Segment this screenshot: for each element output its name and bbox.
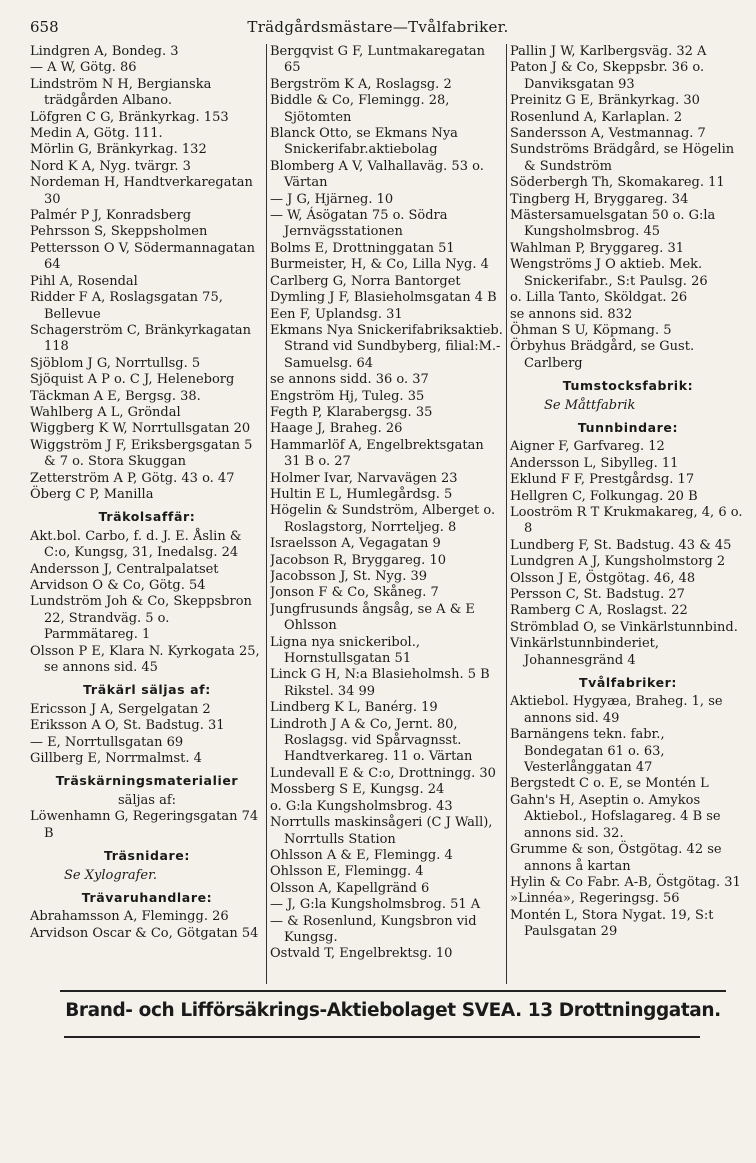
section-heading: Tumstocksfabrik: <box>562 378 694 394</box>
directory-entry: Blomberg A V, Valhallaväg. 53 o. Värtan <box>270 158 484 191</box>
directory-entry: Medin A, Götg. 111. <box>30 126 163 142</box>
directory-entry: Sjöblom J G, Norrtullsg. 5 <box>30 355 201 371</box>
page-number: 658 <box>30 18 59 36</box>
directory-entry: Vinkärlstunnbinderiet, Johannesgränd 4 <box>510 636 659 668</box>
directory-entry: Palmér P J, Konradsberg <box>30 208 192 224</box>
directory-entry: Lindroth J A & Co, Jernt. 80, Roslagsg. vid Spårvagnsst. Handtverkareg. 11 o. Värtan <box>270 716 473 765</box>
directory-entry: se annons sidd. 36 o. 37 <box>270 372 429 388</box>
column-divider <box>506 44 507 984</box>
section-heading: Trävaruhandlare: <box>81 889 213 905</box>
directory-entry: Dymling J F, Blasieholmsgatan 4 B <box>270 290 497 306</box>
directory-entry: Lundevall E & C:o, Drottningg. 30 <box>270 765 496 781</box>
directory-entry: Preinitz G E, Bränkyrkag. 30 <box>510 93 700 109</box>
directory-entry: Linck G H, N:a Blasieholmsh. 5 B Rikstel. 34 99 <box>270 667 490 699</box>
section-subheading: säljas af: <box>117 792 177 808</box>
page-title: Trädgårdsmästare—Tvålfabriker. <box>247 18 509 36</box>
directory-entry: Engström Hj, Tuleg. 35 <box>270 388 425 404</box>
directory-entry: Eklund F F, Prestgårdsg. 17 <box>510 472 695 488</box>
directory-entry: Lindberg K L, Banérg. 19 <box>270 700 438 716</box>
directory-entry: Öhman S U, Köpmang. 5 <box>510 322 672 338</box>
directory-entry: Olsson J E, Östgötag. 46, 48 <box>510 570 696 586</box>
directory-entry: Pettersson O V, Södermannagatan 64 <box>30 240 256 273</box>
directory-entry: Öberg C P, Manilla <box>30 486 154 502</box>
directory-entry: — E, Norrtullsgatan 69 <box>30 734 184 750</box>
directory-entry: Olsson P E, Klara N. Kyrkogata 25, se annons sid. 45 <box>30 643 260 676</box>
section-heading: Träskärningsmaterialier <box>55 773 239 789</box>
directory-entry: Arvidson Oscar & Co, Götgatan 54 <box>30 925 259 941</box>
directory-entry: Bergqvist G F, Luntmakaregatan 65 <box>270 44 486 76</box>
directory-entry: Andersson L, Sibylleg. 11 <box>510 455 679 471</box>
footer-rule <box>60 990 726 992</box>
advertisement-banner: Brand- och Lifförsäkrings-Aktiebolaget SVEA. 13 Drottninggatan. <box>65 1000 721 1021</box>
directory-entry: Olsson A, Kapellgränd 6 <box>270 880 430 896</box>
directory-entry: Carlberg G, Norra Bantorget <box>270 273 461 289</box>
directory-entry: Lindström N H, Bergianska trädgården Albano. <box>30 76 212 109</box>
directory-entry: — J, G:la Kungsholmsbrog. 51 A <box>270 897 481 913</box>
directory-entry: Nord K A, Nyg. tvärgr. 3 <box>30 158 191 174</box>
directory-entry: Fegth P, Klarabergsg. 35 <box>270 404 433 420</box>
directory-entry: Lindgren A, Bondeg. 3 <box>30 44 179 59</box>
directory-entry: se annons sid. 832 <box>510 306 633 322</box>
directory-entry: Mästersamuelsgatan 50 o. G:la Kungsholmsbrog. 45 <box>510 208 716 240</box>
directory-entry: Sundströms Brädgård, se Högelin & Sundström <box>510 142 735 174</box>
directory-entry: Biddle & Co, Flemingg. 28, Sjötomten <box>270 93 450 125</box>
directory-entry: Wiggström J F, Eriksbergsgatan 5 & 7 o. Stora Skuggan <box>30 437 253 470</box>
section-heading: Träsnidare: <box>103 848 190 864</box>
directory-column-2 <box>270 44 504 984</box>
directory-entry: Aktiebol. Hygyæa, Braheg. 1, se annons sid. 49 <box>510 694 723 726</box>
directory-entry: Zetterström A P, Götg. 43 o. 47 <box>30 470 235 486</box>
directory-entry: Wiggberg K W, Norrtullsgatan 20 <box>30 421 251 437</box>
directory-entry: Wahlberg A L, Gröndal <box>30 404 181 420</box>
banner-underline <box>64 1036 700 1038</box>
directory-entry: Gahn's H, Aseptin o. Amykos Aktiebol., Hofslagareg. 4 B se annons sid. 32. <box>510 792 721 841</box>
directory-entry: Montén L, Stora Nygat. 19, S:t Paulsgatan 29 <box>510 907 714 940</box>
column-divider <box>266 44 267 984</box>
directory-entry: »Linnéa», Regeringsg. 56 <box>510 891 680 907</box>
directory-entry: Norrtulls maskinsågeri (C J Wall), Norrtulls Station <box>270 815 493 847</box>
directory-entry: Örbyhus Brädgård, se Gust. Carlberg <box>510 339 695 371</box>
directory-entry: Jungfrusunds ångsåg, se A & E Ohlsson <box>270 601 475 634</box>
directory-entry: Persson C, St. Badstug. 27 <box>510 587 685 602</box>
directory-entry: Sandersson A, Vestmannag. 7 <box>510 126 706 142</box>
directory-entry: — J G, Hjärneg. 10 <box>270 191 394 207</box>
directory-entry: — W, Ásögatan 75 o. Södra Jernvägsstationen <box>270 208 448 240</box>
directory-entry: — & Rosenlund, Kungsbron vid Kungsg. <box>270 913 477 945</box>
directory-entry: Aigner F, Garfvareg. 12 <box>510 439 665 455</box>
directory-entry: Söderbergh Th, Skomakareg. 11 <box>510 175 725 191</box>
directory-entry: Pehrsson S, Skeppsholmen <box>30 224 208 240</box>
directory-entry: Pihl A, Rosendal <box>30 273 138 289</box>
cross-reference: Se Xylografer. <box>64 867 158 883</box>
directory-entry: Wahlman P, Bryggareg. 31 <box>510 240 685 256</box>
directory-entry: Bolms E, Drottninggatan 51 <box>270 240 455 256</box>
directory-entry: Ohlsson A & E, Flemingg. 4 <box>270 847 453 863</box>
cross-reference: Se Måttfabrik <box>544 397 636 413</box>
directory-entry: Grumme & son, Östgötag. 42 se annons å kartan <box>510 842 722 874</box>
directory-entry: Blanck Otto, se Ekmans Nya Snickerifabr.aktiebolag <box>270 126 458 158</box>
directory-entry: Hellgren C, Folkungag. 20 B <box>510 488 698 504</box>
directory-entry: Rosenlund A, Karlaplan. 2 <box>510 109 683 125</box>
directory-entry: Eriksson A O, St. Badstug. 31 <box>30 718 225 734</box>
directory-entry: Täckman A E, Bergsg. 38. <box>30 388 201 404</box>
directory-entry: Wengströms J O aktieb. Mek. Snickerifabr., S:t Paulsg. 26 <box>510 257 708 289</box>
directory-entry: Ohlsson E, Flemingg. 4 <box>270 864 424 880</box>
directory-entry: Bergstedt C o. E, se Montén L <box>510 776 709 792</box>
directory-column-1 <box>30 44 264 984</box>
directory-entry: Högelin & Sundström, Alberget o. Roslagstorg, Norrteljeg. 8 <box>270 503 496 535</box>
directory-entry: Lundström Joh & Co, Skeppsbron 22, Strandväg. 5 o. Parmmätareg. 1 <box>30 594 252 643</box>
directory-column-3 <box>510 44 746 984</box>
directory-entry: — A W, Götg. 86 <box>30 60 137 76</box>
directory-entry: Ostvald T, Engelbrektsg. 10 <box>270 946 453 962</box>
directory-entry: Arvidson O & Co, Götg. 54 <box>30 578 206 593</box>
directory-entry: Löwenhamn G, Regeringsgatan 74 B <box>30 809 259 841</box>
directory-entry: Jacobson R, Bryggareg. 10 <box>270 552 446 568</box>
directory-entry: Nordeman H, Handtverkaregatan 30 <box>30 175 253 207</box>
directory-entry: Andersson J, Centralpalatset <box>30 561 219 577</box>
directory-entry: Pallin J W, Karlbergsväg. 32 A <box>510 44 707 59</box>
directory-entry: Looström R T Krukmakareg, 4, 6 o. 8 <box>510 504 743 537</box>
directory-entry: Gillberg E, Norrmalmst. 4 <box>30 751 202 767</box>
directory-entry: Jonson F & Co, Skåneg. 7 <box>270 585 439 601</box>
directory-entry: Löfgren C G, Bränkyrkag. 153 <box>30 109 229 125</box>
directory-entry: Strömblad O, se Vinkärlstunnbind. <box>510 619 738 635</box>
directory-entry: Israelsson A, Vegagatan 9 <box>270 536 441 552</box>
directory-entry: Schagerström C, Bränkyrkagatan 118 <box>30 322 252 355</box>
directory-entry: Hultin E L, Humlegårdsg. 5 <box>270 486 453 502</box>
page-header <box>30 18 726 40</box>
directory-entry: Ramberg C A, Roslagst. 22 <box>510 603 688 619</box>
section-heading: Tvålfabriker: <box>578 675 678 691</box>
directory-entry: Hylin & Co Fabr. A-B, Östgötag. 31 <box>510 874 741 890</box>
directory-entry: o. Lilla Tanto, Sköldgat. 26 <box>510 290 688 306</box>
directory-entry: o. G:la Kungsholmsbrog. 43 <box>270 798 453 814</box>
section-heading: Tunnbindare: <box>577 419 679 435</box>
directory-entry: Sjöquist A P o. C J, Heleneborg <box>30 372 235 388</box>
directory-entry: Lundberg F, St. Badstug. 43 & 45 <box>510 537 732 553</box>
directory-entry: Akt.bol. Carbo, f. d. J. E. Åslin & C:o, Kungsg, 31, Inedalsg. 24 <box>30 528 242 561</box>
directory-entry: Abrahamsson A, Flemingg. 26 <box>30 909 229 925</box>
directory-entry: Mörlin G, Bränkyrkag. 132 <box>30 142 207 158</box>
directory-entry: Ridder F A, Roslagsgatan 75, Bellevue <box>30 290 223 322</box>
directory-entry: Lundgren A J, Kungsholmstorg 2 <box>510 554 726 570</box>
directory-entry: Burmeister, H, & Co, Lilla Nyg. 4 <box>270 257 489 273</box>
directory-entry: Haage J, Braheg. 26 <box>270 421 403 437</box>
directory-entry: Ericsson J A, Sergelgatan 2 <box>30 701 211 717</box>
section-heading: Träkärl säljas af: <box>83 682 211 698</box>
directory-entry: Een F, Uplandsg. 31 <box>270 306 403 322</box>
directory-entry: Paton J & Co, Skeppsbr. 36 o. Danviksgatan 93 <box>510 60 705 92</box>
directory-entry: Holmer Ivar, Narvavägen 23 <box>270 470 458 486</box>
directory-entry: Mossberg S E, Kungsg. 24 <box>270 782 445 798</box>
directory-entry: Bergström K A, Roslagsg. 2 <box>270 76 452 92</box>
directory-entry: Ligna nya snickeribol., Hornstullsgatan 51 <box>270 634 420 667</box>
section-heading: Träkolsaffär: <box>98 509 196 525</box>
directory-entry: Tingberg H, Bryggareg. 34 <box>510 191 689 207</box>
directory-entry: Hammarlöf A, Engelbrektsgatan 31 B o. 27 <box>270 437 484 470</box>
directory-entry: Jacobsson J, St. Nyg. 39 <box>270 569 428 584</box>
directory-entry: Ekmans Nya Snickerifabriksaktieb. Strand vid Sundbyberg, filial:M.-Samuelsg. 64 <box>270 322 503 371</box>
directory-entry: Barnängens tekn. fabr., Bondegatan 61 o. 63, Vesterlånggatan 47 <box>510 727 665 776</box>
